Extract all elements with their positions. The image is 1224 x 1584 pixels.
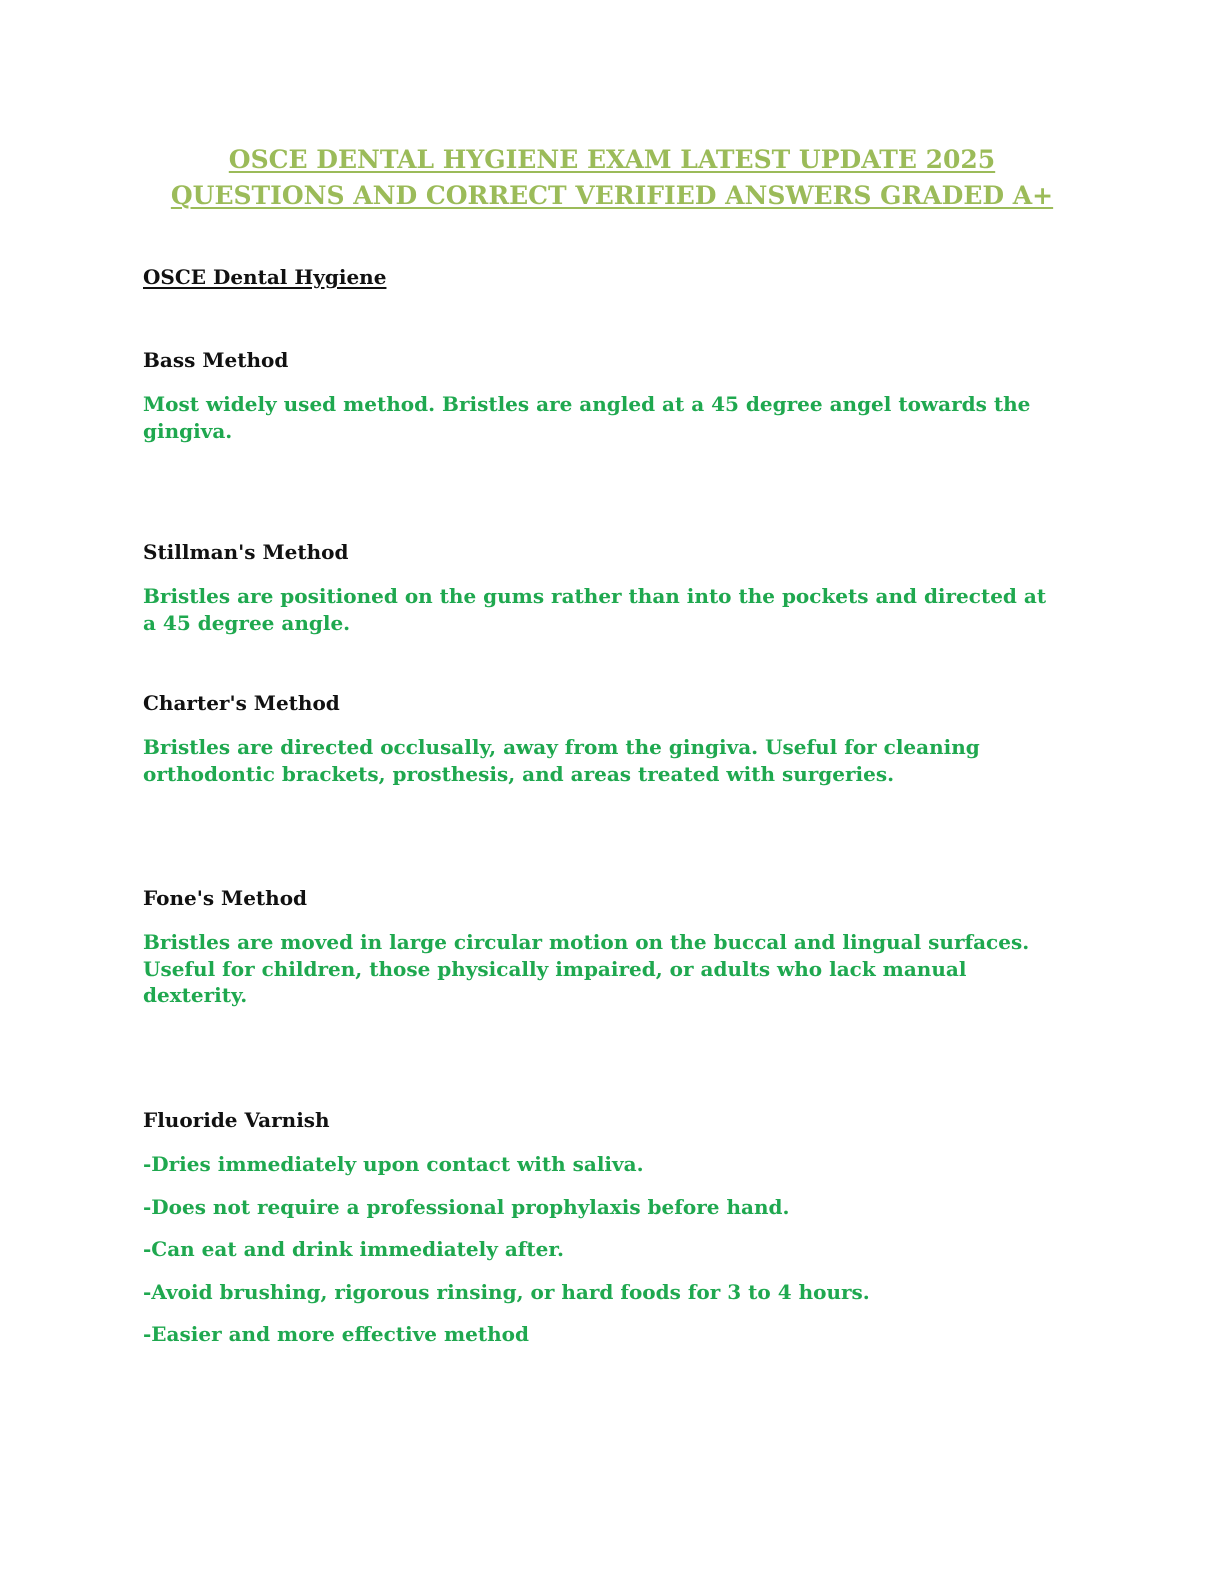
answer-fones-method: Bristles are moved in large circular motion on the buccal and lingual surfaces. Useful for children, those physically impaired, or adults who lack manual dexterity. bbox=[143, 930, 1030, 1007]
term-fones-method: Fone's Method bbox=[143, 886, 308, 910]
section-title: OSCE Dental Hygiene bbox=[143, 265, 387, 289]
term-bass-method: Bass Method bbox=[143, 348, 289, 372]
answer-bass-method: Most widely used method. Bristles are angled at a 45 degree angel towards the gingiva. bbox=[143, 392, 1031, 443]
term-fluoride-varnish: Fluoride Varnish bbox=[143, 1108, 330, 1132]
fluoride-varnish-point: -Does not require a professional prophylaxis before hand. bbox=[143, 1195, 790, 1219]
fluoride-varnish-point: -Easier and more effective method bbox=[143, 1322, 529, 1346]
answer-charters-method: Bristles are directed occlusally, away from the gingiva. Useful for cleaning orthodontic brackets, prosthesis, and areas treated with surgeries. bbox=[143, 735, 980, 786]
answer-stillmans-method: Bristles are positioned on the gums rather than into the pockets and directed at a 45 degree angle. bbox=[143, 584, 1047, 635]
fluoride-varnish-point: -Dries immediately upon contact with saliva. bbox=[143, 1152, 644, 1176]
document-title-line-1: OSCE DENTAL HYGIENE EXAM LATEST UPDATE 2025 bbox=[228, 145, 996, 174]
fluoride-varnish-point: -Can eat and drink immediately after. bbox=[143, 1237, 565, 1261]
term-charters-method: Charter's Method bbox=[143, 691, 340, 715]
fluoride-varnish-point: -Avoid brushing, rigorous rinsing, or hard foods for 3 to 4 hours. bbox=[143, 1280, 870, 1304]
term-stillmans-method: Stillman's Method bbox=[143, 540, 349, 564]
document-title-line-2: QUESTIONS AND CORRECT VERIFIED ANSWERS GRADED A+ bbox=[170, 181, 1054, 210]
